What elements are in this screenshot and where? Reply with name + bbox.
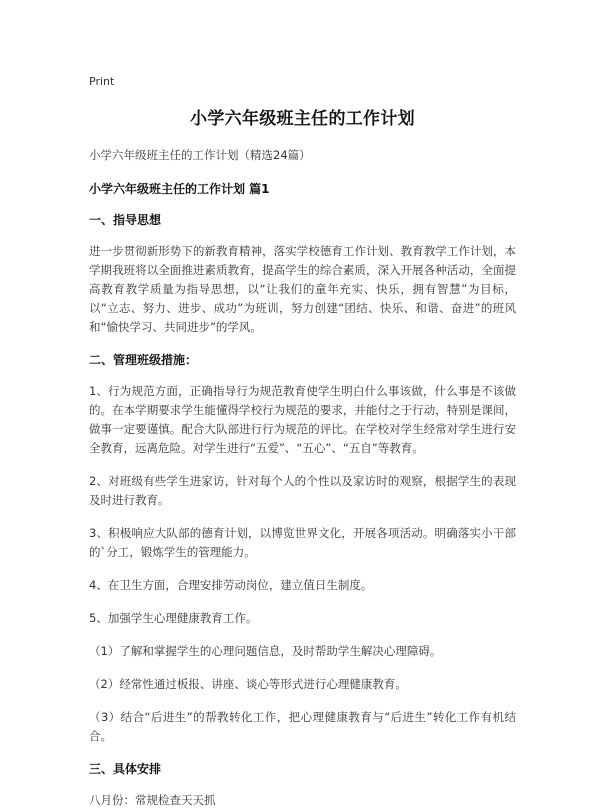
section-heading-guiding-ideas: 一、指导思想 xyxy=(89,213,162,227)
document-subtitle: 小学六年级班主任的工作计划（精选24篇） xyxy=(89,148,311,162)
article-heading: 小学六年级班主任的工作计划 篇1 xyxy=(89,182,270,196)
paragraph: 进一步贯彻新形势下的新教育精神，落实学校德育工作计划、教育教学工作计划，本学期我班将以全面推进素质教育，提高学生的综合素质，深入开展各种活动，全面提高教育教学质量为指导思想，以“让我们的童年充实、快乐，拥有智慧”为目标，以“立志、努力、进步、成功”为班训，努力创建“团结、快乐、和谐、奋进”的班风和“愉快学习、共同进步”的学风。 xyxy=(89,244,516,334)
paragraph: 八月份：常规检查天天抓 xyxy=(89,793,216,807)
paragraph: 3、积极响应大队部的德育计划，以博览世界文化，开展各项活动。明确落实小干部的`分工，锻炼学生的管理能力。 xyxy=(89,526,516,559)
paragraph: 5、加强学生心理健康教育工作。 xyxy=(89,611,258,625)
paragraph: 2、对班级有些学生进家访，针对每个人的个性以及家访时的观察，根据学生的表现及时进行教育。 xyxy=(89,474,516,507)
section-heading-specific-arrangements: 三、具体安排 xyxy=(89,762,162,776)
paragraph: （2）经常性通过板报、讲座、谈心等形式进行心理健康教育。 xyxy=(89,677,407,691)
section-heading-management-measures: 二、管理班级措施： xyxy=(89,353,198,367)
paragraph: （1）了解和掌握学生的心理问题信息，及时帮助学生解决心理障碍。 xyxy=(89,644,442,658)
paragraph: 1、行为规范方面，正确指导行为规范教育使学生明白什么事该做，什么事是不该做的。在本学期要求学生能懂得学校行为规范的要求，并能付之于行动，特别是课间，做事一定要谨慎。配合大队部进行行为规范的评比。在学校对学生经常对学生进行安全教育，远离危险。对学生进行“五爱”、“五心”、“五自”等教育。 xyxy=(89,384,516,455)
paragraph: （3）结合“后进生”的帮教转化工作，把心理健康教育与“后进生”转化工作有机结合。 xyxy=(89,710,516,743)
paragraph: 4、在卫生方面，合理安排劳动岗位，建立值日生制度。 xyxy=(89,578,373,592)
print-link[interactable]: Print xyxy=(89,75,115,88)
page-title: 小学六年级班主任的工作计划 xyxy=(190,109,415,129)
